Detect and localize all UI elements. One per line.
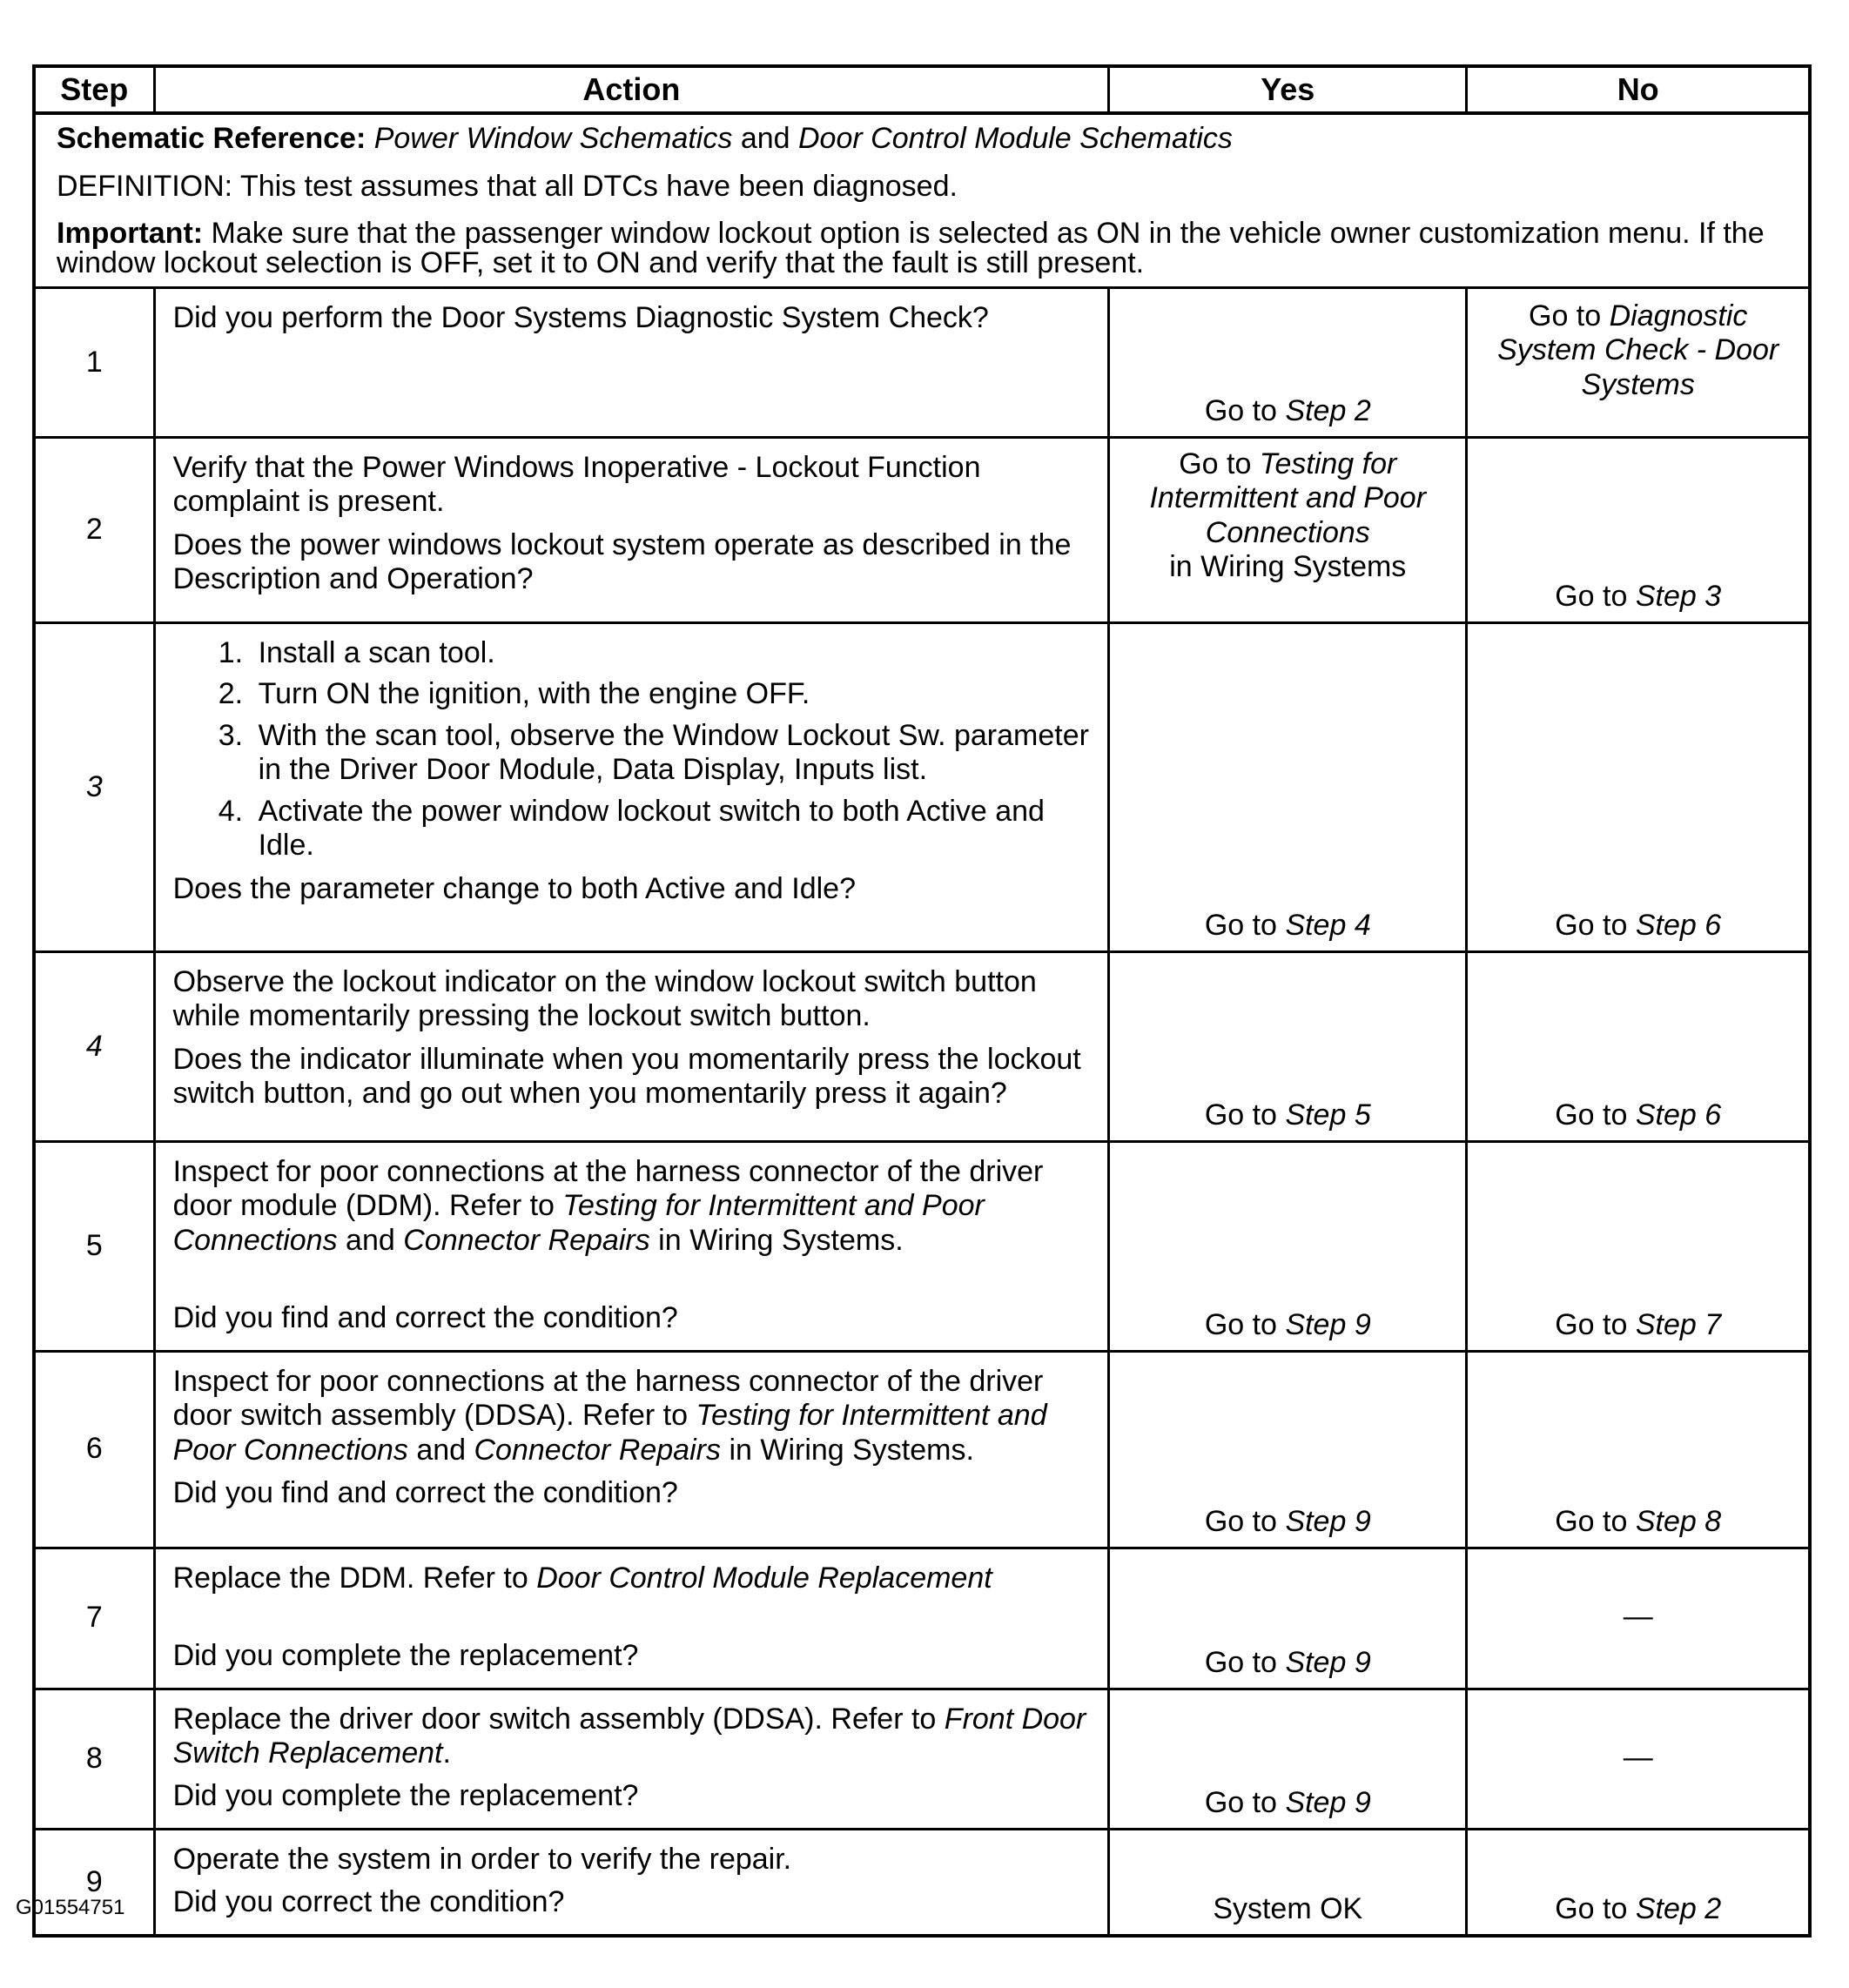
action-cell: [154, 437, 1109, 622]
action-link-1[interactable]: Testing for Intermittent and Poor Connections: [172, 1189, 985, 1257]
action-text-part: Replace the DDM. Refer to: [172, 1561, 528, 1595]
action-text: [173, 1155, 1091, 1258]
table-row: [34, 287, 1810, 437]
table-row: [34, 1689, 1810, 1829]
no-cell: —: [1467, 1689, 1810, 1829]
action-cell: [154, 287, 1109, 437]
no-cell: [1467, 1351, 1810, 1548]
action-text: [173, 1562, 1091, 1595]
diagnostic-table: [32, 64, 1812, 1938]
step-number: 6: [34, 1351, 154, 1548]
table-row: [34, 1141, 1810, 1351]
no-prefix: Go to: [1555, 909, 1628, 943]
yes-suffix: in Wiring Systems: [1169, 550, 1407, 584]
important-text: Make sure that the passenger window lockout option is selected as ON in the vehicle owner customization menu. If the window lockout selection is OFF, set it to ON and verify that the fault is still present.: [57, 216, 1765, 279]
no-cell: —: [1467, 1548, 1810, 1689]
action-text-part: Replace the driver door switch assembly (DDSA). Refer to: [172, 1702, 937, 1736]
definition-text: DEFINITION: This test assumes that all DTCs have been diagnosed.: [57, 170, 958, 204]
header-step: Step: [34, 66, 154, 113]
yes-cell: [1109, 287, 1467, 437]
action-link-1[interactable]: Testing for Intermittent and Poor Connections: [172, 1399, 1047, 1467]
action-and: and: [416, 1433, 467, 1467]
step-number: 9: [34, 1829, 154, 1935]
intro-row: [34, 113, 1810, 287]
action-text: [173, 1703, 1091, 1771]
schematic-reference: [57, 122, 1787, 156]
important-label: Important:: [57, 216, 204, 250]
no-cell: [1467, 287, 1810, 437]
no-prefix: Go to: [1555, 1308, 1628, 1342]
action-text: Operate the system in order to verify the repair.: [172, 1842, 792, 1876]
action-list: [173, 636, 1091, 863]
action-question: Did you perform the Door Systems Diagnostic System Check?: [172, 300, 989, 334]
no-link[interactable]: Step 6: [1635, 909, 1722, 943]
yes-link[interactable]: Step 4: [1285, 909, 1371, 943]
yes-cell: System OK: [1109, 1829, 1467, 1935]
table-row: [34, 1351, 1810, 1548]
no-prefix: Go to: [1555, 1098, 1628, 1132]
list-item: 2. Turn ON the ignition, with the engine OFF.: [252, 677, 1091, 711]
schematic-ref-2: Door Control Module Schematics: [798, 122, 1233, 155]
step-number: 3: [34, 622, 154, 951]
action-text: [173, 1365, 1091, 1467]
yes-cell: [1109, 1548, 1467, 1689]
action-question: Does the indicator illuminate when you momentarily press the lockout switch button, and go out when you momentarily press it again?: [172, 1042, 1081, 1111]
header-yes: Yes: [1109, 66, 1467, 113]
action-and: and: [346, 1223, 395, 1257]
important-note: [57, 218, 1787, 278]
yes-cell: [1109, 951, 1467, 1141]
yes-cell: [1109, 1351, 1467, 1548]
yes-link[interactable]: Step 5: [1285, 1098, 1371, 1132]
table-row: [34, 1829, 1810, 1935]
action-question: Did you find and correct the condition?: [172, 1475, 678, 1509]
action-question: Does the power windows lockout system operate as described in the Description and Operation?: [172, 527, 1072, 596]
yes-prefix: Go to: [1204, 394, 1277, 428]
list-item: 4. Activate the power window lockout switch to both Active and Idle.: [252, 795, 1091, 863]
yes-link[interactable]: Step 9: [1285, 1505, 1371, 1539]
no-cell: [1467, 1141, 1810, 1351]
yes-link[interactable]: Step 9: [1285, 1646, 1371, 1680]
no-link[interactable]: Step 3: [1635, 580, 1722, 614]
step-number: 7: [34, 1548, 154, 1689]
yes-cell: [1109, 437, 1467, 622]
yes-cell: [1109, 1689, 1467, 1829]
header-action: Action: [154, 66, 1109, 113]
no-cell: [1467, 622, 1810, 951]
header-row: [34, 66, 1810, 113]
action-cell: [154, 1548, 1109, 1689]
action-text: Observe the lockout indicator on the window lockout switch button while momentarily pressing the lockout switch button.: [172, 964, 1037, 1033]
yes-link[interactable]: Testing for Intermittent and Poor Connections: [1149, 447, 1427, 549]
no-prefix: Go to: [1555, 1892, 1628, 1926]
action-question: Did you find and correct the condition?: [172, 1301, 678, 1335]
figure-id: G01554751: [16, 1896, 125, 1919]
table-row: [34, 1548, 1810, 1689]
action-cell: [154, 622, 1109, 951]
yes-prefix: Go to: [1204, 1786, 1277, 1820]
action-link-2[interactable]: Connector Repairs: [403, 1223, 650, 1257]
yes-prefix: Go to: [1204, 909, 1277, 943]
yes-prefix: Go to: [1204, 1646, 1277, 1680]
no-prefix: Go to: [1555, 1505, 1628, 1539]
table-row: [34, 951, 1810, 1141]
no-cell: [1467, 437, 1810, 622]
no-link[interactable]: Step 8: [1635, 1505, 1722, 1539]
table-row: [34, 437, 1810, 622]
schematic-and: and: [740, 122, 790, 155]
yes-prefix: Go to: [1204, 1308, 1277, 1342]
step-number: 5: [34, 1141, 154, 1351]
yes-prefix: Go to: [1204, 1505, 1277, 1539]
action-cell: [154, 1141, 1109, 1351]
no-link[interactable]: Diagnostic System Check - Door Systems: [1497, 299, 1779, 401]
table-row: [34, 622, 1810, 951]
yes-link[interactable]: Step 9: [1285, 1786, 1371, 1820]
action-question: Did you complete the replacement?: [172, 1639, 639, 1673]
action-cell: [154, 1829, 1109, 1935]
no-link[interactable]: Step 2: [1635, 1892, 1722, 1926]
step-number: 4: [34, 951, 154, 1141]
no-prefix: Go to: [1529, 299, 1602, 332]
schematic-ref-1: Power Window Schematics: [373, 122, 733, 155]
action-question: Does the parameter change to both Active and Idle?: [172, 871, 856, 905]
header-no: No: [1467, 66, 1810, 113]
yes-prefix: Go to: [1204, 1098, 1277, 1132]
step-number: 2: [34, 437, 154, 622]
action-cell: [154, 951, 1109, 1141]
yes-link[interactable]: Step 2: [1285, 394, 1371, 428]
yes-prefix: Go to: [1179, 447, 1252, 480]
action-cell: [154, 1351, 1109, 1548]
yes-link[interactable]: Step 9: [1285, 1308, 1371, 1342]
yes-cell: [1109, 1141, 1467, 1351]
action-text-part: Inspect for poor connections at the harness connector of the driver door switch assembly (DDSA). Refer to: [172, 1364, 1044, 1433]
action-link-2[interactable]: Connector Repairs: [474, 1433, 721, 1467]
action-text: Verify that the Power Windows Inoperative - Lockout Function complaint is present.: [172, 450, 981, 519]
intro-cell: [34, 113, 1810, 287]
no-cell: [1467, 951, 1810, 1141]
schematic-label: Schematic Reference:: [57, 122, 366, 155]
action-text-end: in Wiring Systems.: [729, 1433, 974, 1467]
action-link-1[interactable]: Front Door Switch Replacement: [172, 1702, 1086, 1770]
list-item: 3. With the scan tool, observe the Window Lockout Sw. parameter in the Driver Door Module, Data Display, Inputs list.: [252, 719, 1091, 788]
action-link-1[interactable]: Door Control Module Replacement: [536, 1561, 992, 1595]
no-link[interactable]: Step 7: [1635, 1308, 1722, 1342]
no-cell: [1467, 1829, 1810, 1935]
action-text-part: Inspect for poor connections at the harness connector of the driver door module (DDM). Refer to: [172, 1154, 1044, 1223]
step-number: 1: [34, 287, 154, 437]
action-text-end: in Wiring Systems.: [658, 1223, 904, 1257]
step-number: 8: [34, 1689, 154, 1829]
no-prefix: Go to: [1555, 580, 1628, 614]
action-cell: [154, 1689, 1109, 1829]
yes-cell: [1109, 622, 1467, 951]
action-question: Did you correct the condition?: [172, 1885, 565, 1919]
no-link[interactable]: Step 6: [1635, 1098, 1722, 1132]
list-item: 1. Install a scan tool.: [252, 636, 1091, 670]
action-question: Did you complete the replacement?: [172, 1779, 639, 1813]
action-text-end: .: [442, 1736, 451, 1770]
